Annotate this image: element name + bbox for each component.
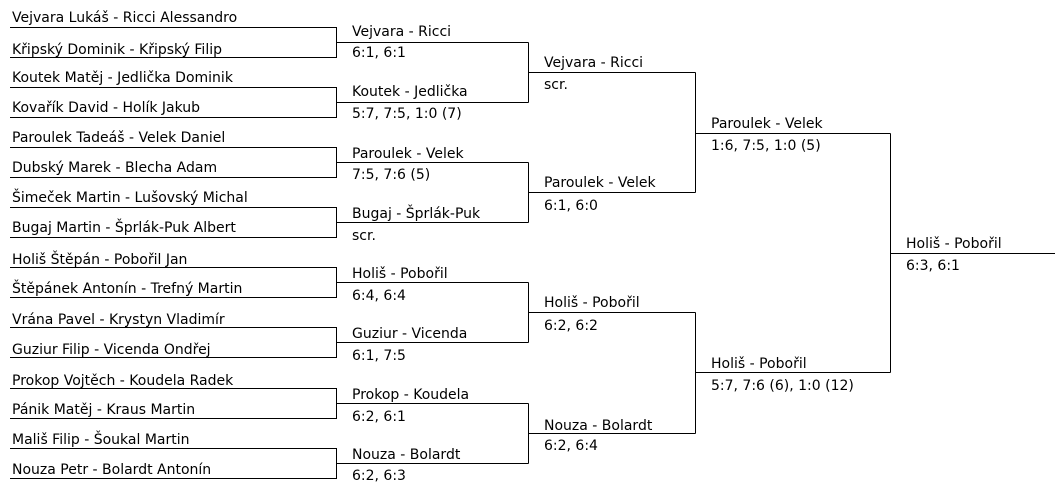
r2-match-6-name: Guziur - Vicenda [352, 326, 468, 342]
r2-match-3-name: Paroulek - Velek [352, 146, 464, 162]
r4-match-1-score: 1:6, 7:5, 1:0 (5) [711, 138, 821, 154]
connector-r3-1 [696, 73, 891, 193]
r1-entry-5: Paroulek Tadeáš - Velek Daniel [12, 130, 226, 146]
r1-entry-6: Dubský Marek - Blecha Adam [12, 160, 218, 176]
r2-match-7-score: 6:2, 6:1 [352, 409, 406, 425]
connector-r2-1 [529, 43, 696, 103]
r3-match-3-score: 6:2, 6:2 [544, 318, 598, 334]
final-winner-score: 6:3, 6:1 [906, 258, 960, 274]
r1-entry-11: Vrána Pavel - Krystyn Vladimír [12, 312, 225, 328]
r1-entry-9: Holiš Štěpán - Pobořil Jan [12, 252, 188, 268]
r1-entry-13: Prokop Vojtěch - Koudela Radek [12, 373, 234, 389]
r4-match-2-name: Holiš - Pobořil [711, 356, 807, 372]
r2-match-6-score: 6:1, 7:5 [352, 348, 406, 364]
r1-entry-12: Guziur Filip - Vicenda Ondřej [12, 342, 211, 358]
connector-r3-2 [696, 313, 891, 434]
final-winner-name: Holiš - Pobořil [906, 236, 1002, 252]
r3-match-2-score: 6:1, 6:0 [544, 198, 598, 214]
r1-entry-16: Nouza Petr - Bolardt Antonín [12, 462, 212, 478]
r1-entry-1: Vejvara Lukáš - Ricci Alessandro [12, 10, 238, 26]
r1-entry-8: Bugaj Martin - Šprlák-Puk Albert [12, 220, 236, 236]
connector-final [891, 134, 1055, 373]
r1-entry-10: Štěpánek Antonín - Trefný Martin [12, 281, 243, 297]
r2-match-5-name: Holiš - Pobořil [352, 266, 448, 282]
r1-entry-15: Mališ Filip - Šoukal Martin [12, 432, 190, 448]
r3-match-4-name: Nouza - Bolardt [544, 418, 653, 434]
r1-entry-3: Koutek Matěj - Jedlička Dominik [12, 70, 233, 86]
r3-match-2-name: Paroulek - Velek [544, 175, 656, 191]
r2-match-4-score: scr. [352, 228, 376, 244]
r4-match-1-name: Paroulek - Velek [711, 116, 823, 132]
r1-entry-14: Pánik Matěj - Kraus Martin [12, 402, 196, 418]
r2-match-1-score: 6:1, 6:1 [352, 45, 406, 61]
r2-match-5-score: 6:4, 6:4 [352, 288, 406, 304]
r1-entry-4: Kovařík David - Holík Jakub [12, 100, 201, 116]
r3-match-4-score: 6:2, 6:4 [544, 438, 598, 454]
r2-match-7-name: Prokop - Koudela [352, 387, 470, 403]
r2-match-4-name: Bugaj - Šprlák-Puk [352, 206, 481, 222]
r4-match-2-score: 5:7, 7:6 (6), 1:0 (12) [711, 378, 854, 394]
r1-entry-7: Šimeček Martin - Lušovský Michal [12, 190, 248, 206]
r3-match-1-name: Vejvara - Ricci [544, 55, 644, 71]
r3-match-1-score: scr. [544, 77, 568, 93]
r2-match-2-name: Koutek - Jedlička [352, 84, 468, 100]
r2-match-8-score: 6:2, 6:3 [352, 468, 406, 484]
r3-match-3-name: Holiš - Pobořil [544, 295, 640, 311]
r2-match-2-score: 5:7, 7:5, 1:0 (7) [352, 106, 462, 122]
r1-entry-2: Křipský Dominik - Křipský Filip [12, 42, 222, 58]
r2-match-3-score: 7:5, 7:6 (5) [352, 167, 431, 183]
r2-match-8-name: Nouza - Bolardt [352, 447, 461, 463]
r2-match-1-name: Vejvara - Ricci [352, 24, 452, 40]
